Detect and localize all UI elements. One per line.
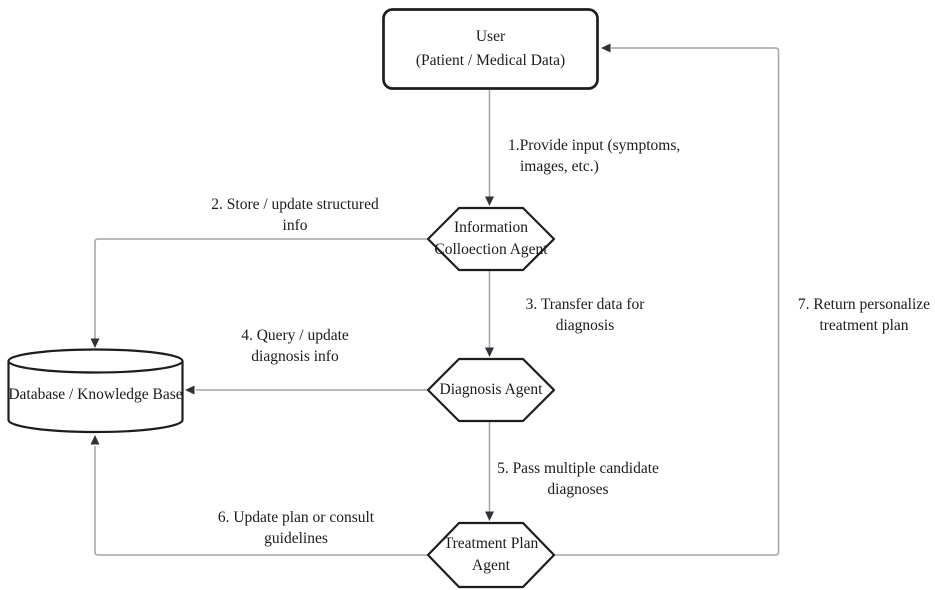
edge-7-label-line2: treatment plan [819,316,909,334]
database-cylinder-top [9,350,183,373]
edge-7-arrowhead [601,44,611,53]
edge-2-arrowhead [91,339,100,349]
node-shapes [8,10,598,588]
info-collection-label-line2: Colloection Agent [434,241,548,258]
edge-6-arrowhead [91,435,100,445]
edge-6-label-line1: 6. Update plan or consult [217,509,375,526]
edge-3-label-line1: 3. Transfer data for [525,296,645,313]
diagnosis-label-line1: Diagnosis Agent [439,381,543,398]
database-label-line1: Database / Knowledge Base [8,385,183,403]
edge-4-label-line2: diagnosis info [251,347,339,365]
info-collection-label-line1: Information [453,219,529,236]
edge-1-label-line2: images, etc.) [520,157,599,175]
edge-1-arrowhead [485,197,494,207]
edge-2-label-line1: 2. Store / update structured [211,196,379,213]
edge-4-label-line1: 4. Query / update [241,327,349,344]
edge-6-line [95,446,428,555]
user-box [384,10,598,89]
edge-5-arrowhead [485,512,494,522]
arrowheads [91,44,611,522]
edge-1-label-line1: 1.Provide input (symptoms, [508,137,681,154]
edge-5-label-line1: 5. Pass multiple candidate [497,460,659,477]
user-label-line2: (Patient / Medical Data) [415,51,566,69]
edge-2-label-line2: info [282,216,308,234]
diagnosis-hexagon [428,359,554,421]
edge-7-label-line1: 7. Return personalize [797,296,931,313]
treatment-hexagon [428,523,554,587]
edge-2-line [95,239,427,340]
user-label-line1: User [475,27,506,45]
info-collection-hexagon [428,208,554,270]
edge-4-arrowhead [185,386,195,395]
edge-5-label-line2: diagnoses [547,480,609,498]
edge-6-label-line2: guidelines [264,529,328,547]
edge-3-arrowhead [485,348,494,358]
database-cylinder [8,350,184,433]
treatment-label-line2: Agent [472,557,510,574]
edge-7-line [553,48,779,555]
edge-lines [95,48,779,555]
edge-3-label-line2: diagnosis [555,316,615,334]
treatment-label-line1: Treatment Plan [443,535,539,552]
